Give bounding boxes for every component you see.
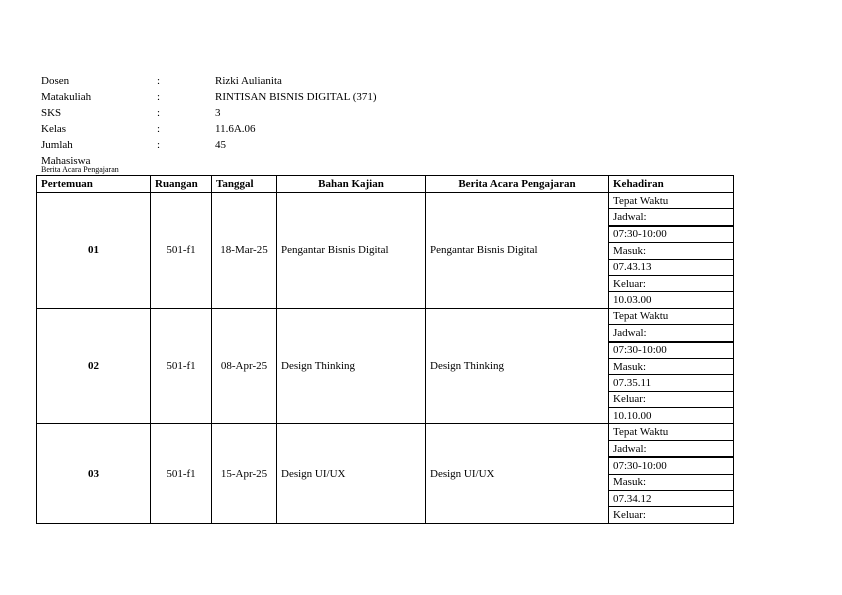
header-bahan-kajian: Bahan Kajian — [277, 176, 426, 193]
bahan-kajian-cell: Design Thinking — [277, 308, 426, 424]
jadwal-label: Jadwal: — [609, 325, 734, 342]
header-kehadiran: Kehadiran — [609, 176, 734, 193]
jadwal-label: Jadwal: — [609, 440, 734, 457]
berita-acara-cell: Pengantar Bisnis Digital — [426, 193, 609, 309]
attendance-status: Tepat Waktu — [609, 424, 734, 440]
pertemuan-cell: 02 — [37, 308, 151, 424]
jadwal-value: 07:30-10:00 — [609, 457, 734, 474]
table-row — [37, 308, 734, 324]
berita-acara-table — [36, 175, 734, 524]
info-colon: : — [157, 75, 161, 87]
berita-acara-cell: Design UI/UX — [426, 424, 609, 523]
header-berita-acara: Berita Acara Pengajaran — [426, 176, 609, 193]
info-value-dosen: Rizki Aulianita — [215, 75, 282, 87]
keluar-label: Keluar: — [609, 507, 734, 523]
masuk-value: 07.43.13 — [609, 259, 734, 275]
info-label: SKS — [41, 107, 62, 119]
info-value-kelas: 11.6A.06 — [215, 123, 256, 135]
masuk-label: Masuk: — [609, 358, 734, 374]
table-caption: Berita Acara Pengajaran — [41, 165, 119, 174]
info-value-sks: 3 — [215, 107, 221, 119]
masuk-value: 07.35.11 — [609, 375, 734, 391]
table-row — [37, 424, 734, 440]
masuk-value: 07.34.12 — [609, 491, 734, 507]
info-colon: : — [157, 139, 161, 151]
attendance-status: Tepat Waktu — [609, 308, 734, 324]
info-colon: : — [157, 107, 161, 119]
info-value-matakuliah: RINTISAN BISNIS DIGITAL (371) — [215, 91, 377, 103]
bahan-kajian-cell: Design UI/UX — [277, 424, 426, 523]
jadwal-value: 07:30-10:00 — [609, 342, 734, 359]
header-tanggal: Tanggal — [212, 176, 277, 193]
table-row — [37, 193, 734, 209]
ruangan-cell: 501-f1 — [151, 193, 212, 309]
jadwal-value: 07:30-10:00 — [609, 226, 734, 243]
ruangan-cell: 501-f1 — [151, 308, 212, 424]
tanggal-cell: 18-Mar-25 — [212, 193, 277, 309]
info-colon: : — [157, 91, 161, 103]
keluar-label: Keluar: — [609, 275, 734, 291]
info-label: Matakuliah — [41, 91, 92, 103]
keluar-value: 10.10.00 — [609, 408, 734, 424]
header-pertemuan: Pertemuan — [37, 176, 151, 193]
info-value-jumlah: 45 — [215, 139, 226, 151]
keluar-label: Keluar: — [609, 391, 734, 407]
info-label: Dosen — [41, 75, 70, 87]
tanggal-cell: 08-Apr-25 — [212, 308, 277, 424]
pertemuan-cell: 01 — [37, 193, 151, 309]
ruangan-cell: 501-f1 — [151, 424, 212, 523]
jadwal-label: Jadwal: — [609, 209, 734, 226]
tanggal-cell: 15-Apr-25 — [212, 424, 277, 523]
berita-acara-cell: Design Thinking — [426, 308, 609, 424]
info-label: Jumlah Mahasiswa — [41, 139, 91, 167]
masuk-label: Masuk: — [609, 243, 734, 259]
header-ruangan: Ruangan — [151, 176, 212, 193]
bahan-kajian-cell: Pengantar Bisnis Digital — [277, 193, 426, 309]
info-colon: : — [157, 123, 161, 135]
attendance-status: Tepat Waktu — [609, 193, 734, 209]
pertemuan-cell: 03 — [37, 424, 151, 523]
header-row — [37, 176, 734, 193]
masuk-label: Masuk: — [609, 474, 734, 490]
keluar-value: 10.03.00 — [609, 292, 734, 308]
info-label: Kelas — [41, 123, 67, 135]
